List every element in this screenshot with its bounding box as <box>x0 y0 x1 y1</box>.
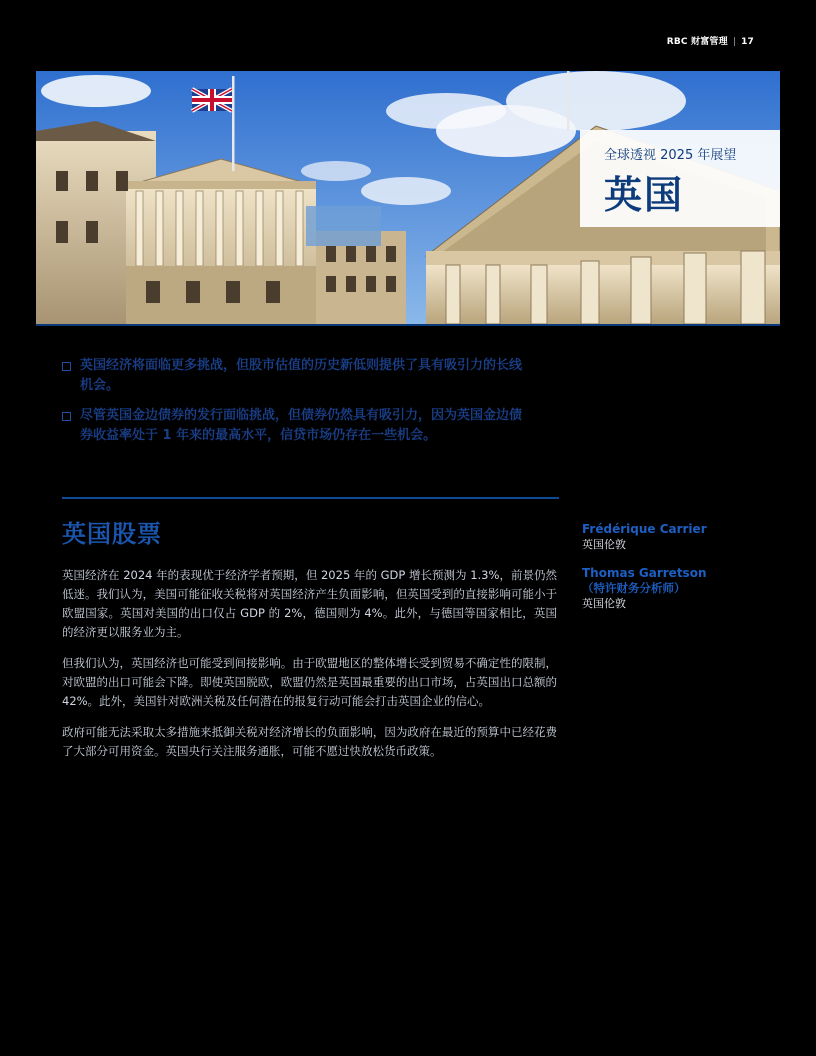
key-point-text: 英国经济将面临更多挑战，但股市估值的历史新低则提供了具有吸引力的长线机会。 <box>80 358 523 393</box>
author-credential: （特许财务分析师） <box>582 581 686 595</box>
author-block <box>582 521 772 553</box>
key-point-text: 尽管英国金边债券的发行面临挑战，但债券仍然具有吸引力，因为英国金边债券收益率处于 1 年来的最高水平，信贷市场仍存在一些机会。 <box>80 408 523 443</box>
body-paragraph: 政府可能无法采取太多措施来抵御关税对经济增长的负面影响，因为政府在最近的预算中已经花费了大部分可用资金。英国央行关注服务通胀，可能不愿过快放松货币政策。 <box>62 725 557 758</box>
section-body <box>62 566 557 773</box>
square-bullet-icon <box>62 362 71 371</box>
authors-sidebar <box>582 521 772 624</box>
author-location: 英国伦敦 <box>582 538 626 551</box>
section-title: 英国股票 <box>62 520 162 548</box>
body-paragraph: 但我们认为，英国经济也可能受到间接影响。由于欧盟地区的整体增长受到贸易不确定性的限制，对欧盟的出口可能会下降。即使英国脱欧，欧盟仍然是英国最重要的出口市场，占英国出口总额的 42%。此外，美国针对欧洲关税及任何潜在的报复行动可能会打击英国企业的信心。 <box>62 656 557 708</box>
author-name: Thomas Garretson <box>582 566 707 580</box>
author-name: Frédérique Carrier <box>582 522 707 536</box>
key-point-item <box>62 356 522 396</box>
header-separator: | <box>732 37 737 47</box>
section-divider <box>62 497 559 499</box>
author-location: 英国伦敦 <box>582 597 626 610</box>
brand-name: RBC 财富管理 <box>666 37 728 47</box>
key-points-list <box>62 356 522 456</box>
page-number: 17 <box>741 37 754 47</box>
author-block <box>582 565 772 612</box>
square-bullet-icon <box>62 412 71 421</box>
key-point-item <box>62 406 522 446</box>
hero-title-box <box>580 130 780 227</box>
country-title: 英国 <box>604 173 685 217</box>
body-paragraph: 英国经济在 2024 年的表现优于经济学者预期，但 2025 年的 GDP 增长预测为 1.3%，前景仍然低迷。我们认为，美国可能征收关税将对英国经济产生负面影响，但英国受到的直接影响可能小于欧盟国家。英国对美国的出口仅占 GDP 的 2%，德国则为 4%。此外，与德国等国家相比，英国的经济更以服务业为主。 <box>62 568 557 639</box>
report-kicker: 全球透视 2025 年展望 <box>604 148 737 163</box>
union-jack-icon <box>192 89 232 111</box>
page-header <box>667 34 754 47</box>
